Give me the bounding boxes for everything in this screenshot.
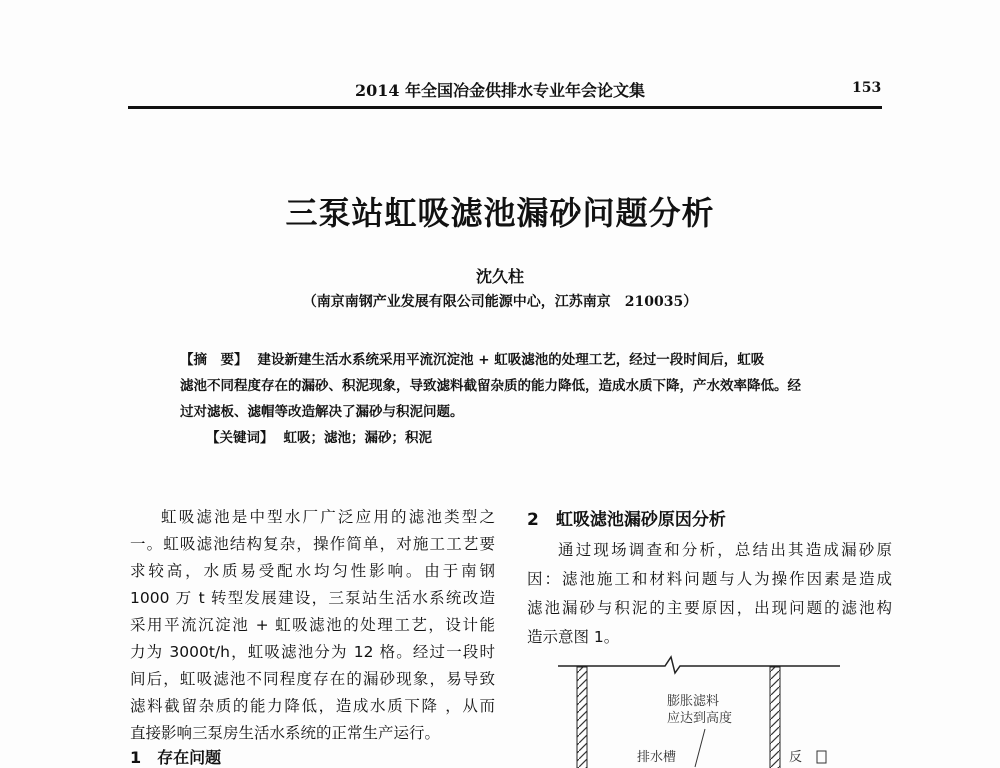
keywords-text: 虹吸；滤池；漏砂；积泥 [283, 430, 432, 446]
body-line: 虹吸滤池是中型水厂广泛应用的滤池类型之 [161, 508, 495, 526]
valve-box [817, 751, 826, 763]
paper-title: 三泵站虹吸滤池漏砂问题分析 [285, 194, 715, 232]
right-column [527, 536, 892, 652]
body-line: 直接影响三泵房生活水系统的正常生产运行。 [130, 724, 441, 742]
body-line: 间后，虹吸滤池不同程度存在的漏砂现象，易导致 [130, 670, 495, 688]
body-line: 一。虹吸滤池结构复杂，操作简单，对施工工艺要 [130, 535, 495, 553]
section-heading-1: 1 存在问题 [130, 748, 222, 767]
abstract-line: 滤池不同程度存在的漏砂、积泥现象，导致滤料截留杂质的能力降低，造成水质下降，产水效率降低。经 [180, 378, 801, 394]
leader-line [695, 729, 705, 767]
body-line: 力为 3000t/h，虹吸滤池分为 12 格。经过一段时 [130, 643, 495, 661]
filter-diagram [555, 655, 855, 768]
left-column [130, 504, 495, 747]
figure-label: 应达到高度 [667, 711, 733, 726]
figure-label: 膨胀滤料 [667, 694, 720, 709]
section-heading-2: 2 虹吸滤池漏砂原因分析 [527, 510, 726, 530]
keywords-label: 【关键词】 [206, 430, 274, 446]
body-line: 滤池漏砂与积泥的主要原因，出现问题的滤池构 [527, 599, 892, 617]
figure-label: 排水槽 [637, 750, 677, 765]
body-line: 滤料截留杂质的能力降低，造成水质下降 ，从而 [130, 697, 495, 715]
header-rule [128, 106, 882, 109]
abstract-line: 过对滤板、滤帽等改造解决了漏砂与积泥问题。 [180, 404, 464, 420]
body-line: 因：滤池施工和材料问题与人为操作因素是造成 [527, 570, 892, 588]
body-line: 通过现场调查和分析，总结出其造成漏砂原 [558, 541, 892, 559]
figure-label: 反 [789, 750, 803, 765]
affiliation: （南京南钢产业发展有限公司能源中心，江苏南京 210035） [302, 294, 698, 310]
author: 沈久柱 [475, 267, 524, 286]
keywords [206, 426, 866, 446]
left-wall [577, 667, 587, 768]
abstract-line: 【摘 要】 建设新建生活水系统采用平流沉淀池 + 虹吸滤池的处理工艺，经过一段时间后，虹吸 [180, 352, 765, 368]
top-break-line [558, 657, 840, 673]
page-number: 153 [852, 80, 882, 96]
body-line: 1000 万 t 转型发展建设，三泵站生活水系统改造 [130, 589, 495, 607]
right-wall [770, 667, 780, 768]
body-line: 求较高，水质易受配水均匀性影响。由于南钢 [130, 562, 495, 580]
running-header: 2014 年全国冶金供排水专业年会论文集 [354, 81, 646, 100]
abstract-label: 【摘 要】 [180, 352, 248, 368]
body-line: 造示意图 1。 [527, 628, 620, 646]
body-line: 采用平流沉淀池 + 虹吸滤池的处理工艺，设计能 [130, 616, 495, 634]
